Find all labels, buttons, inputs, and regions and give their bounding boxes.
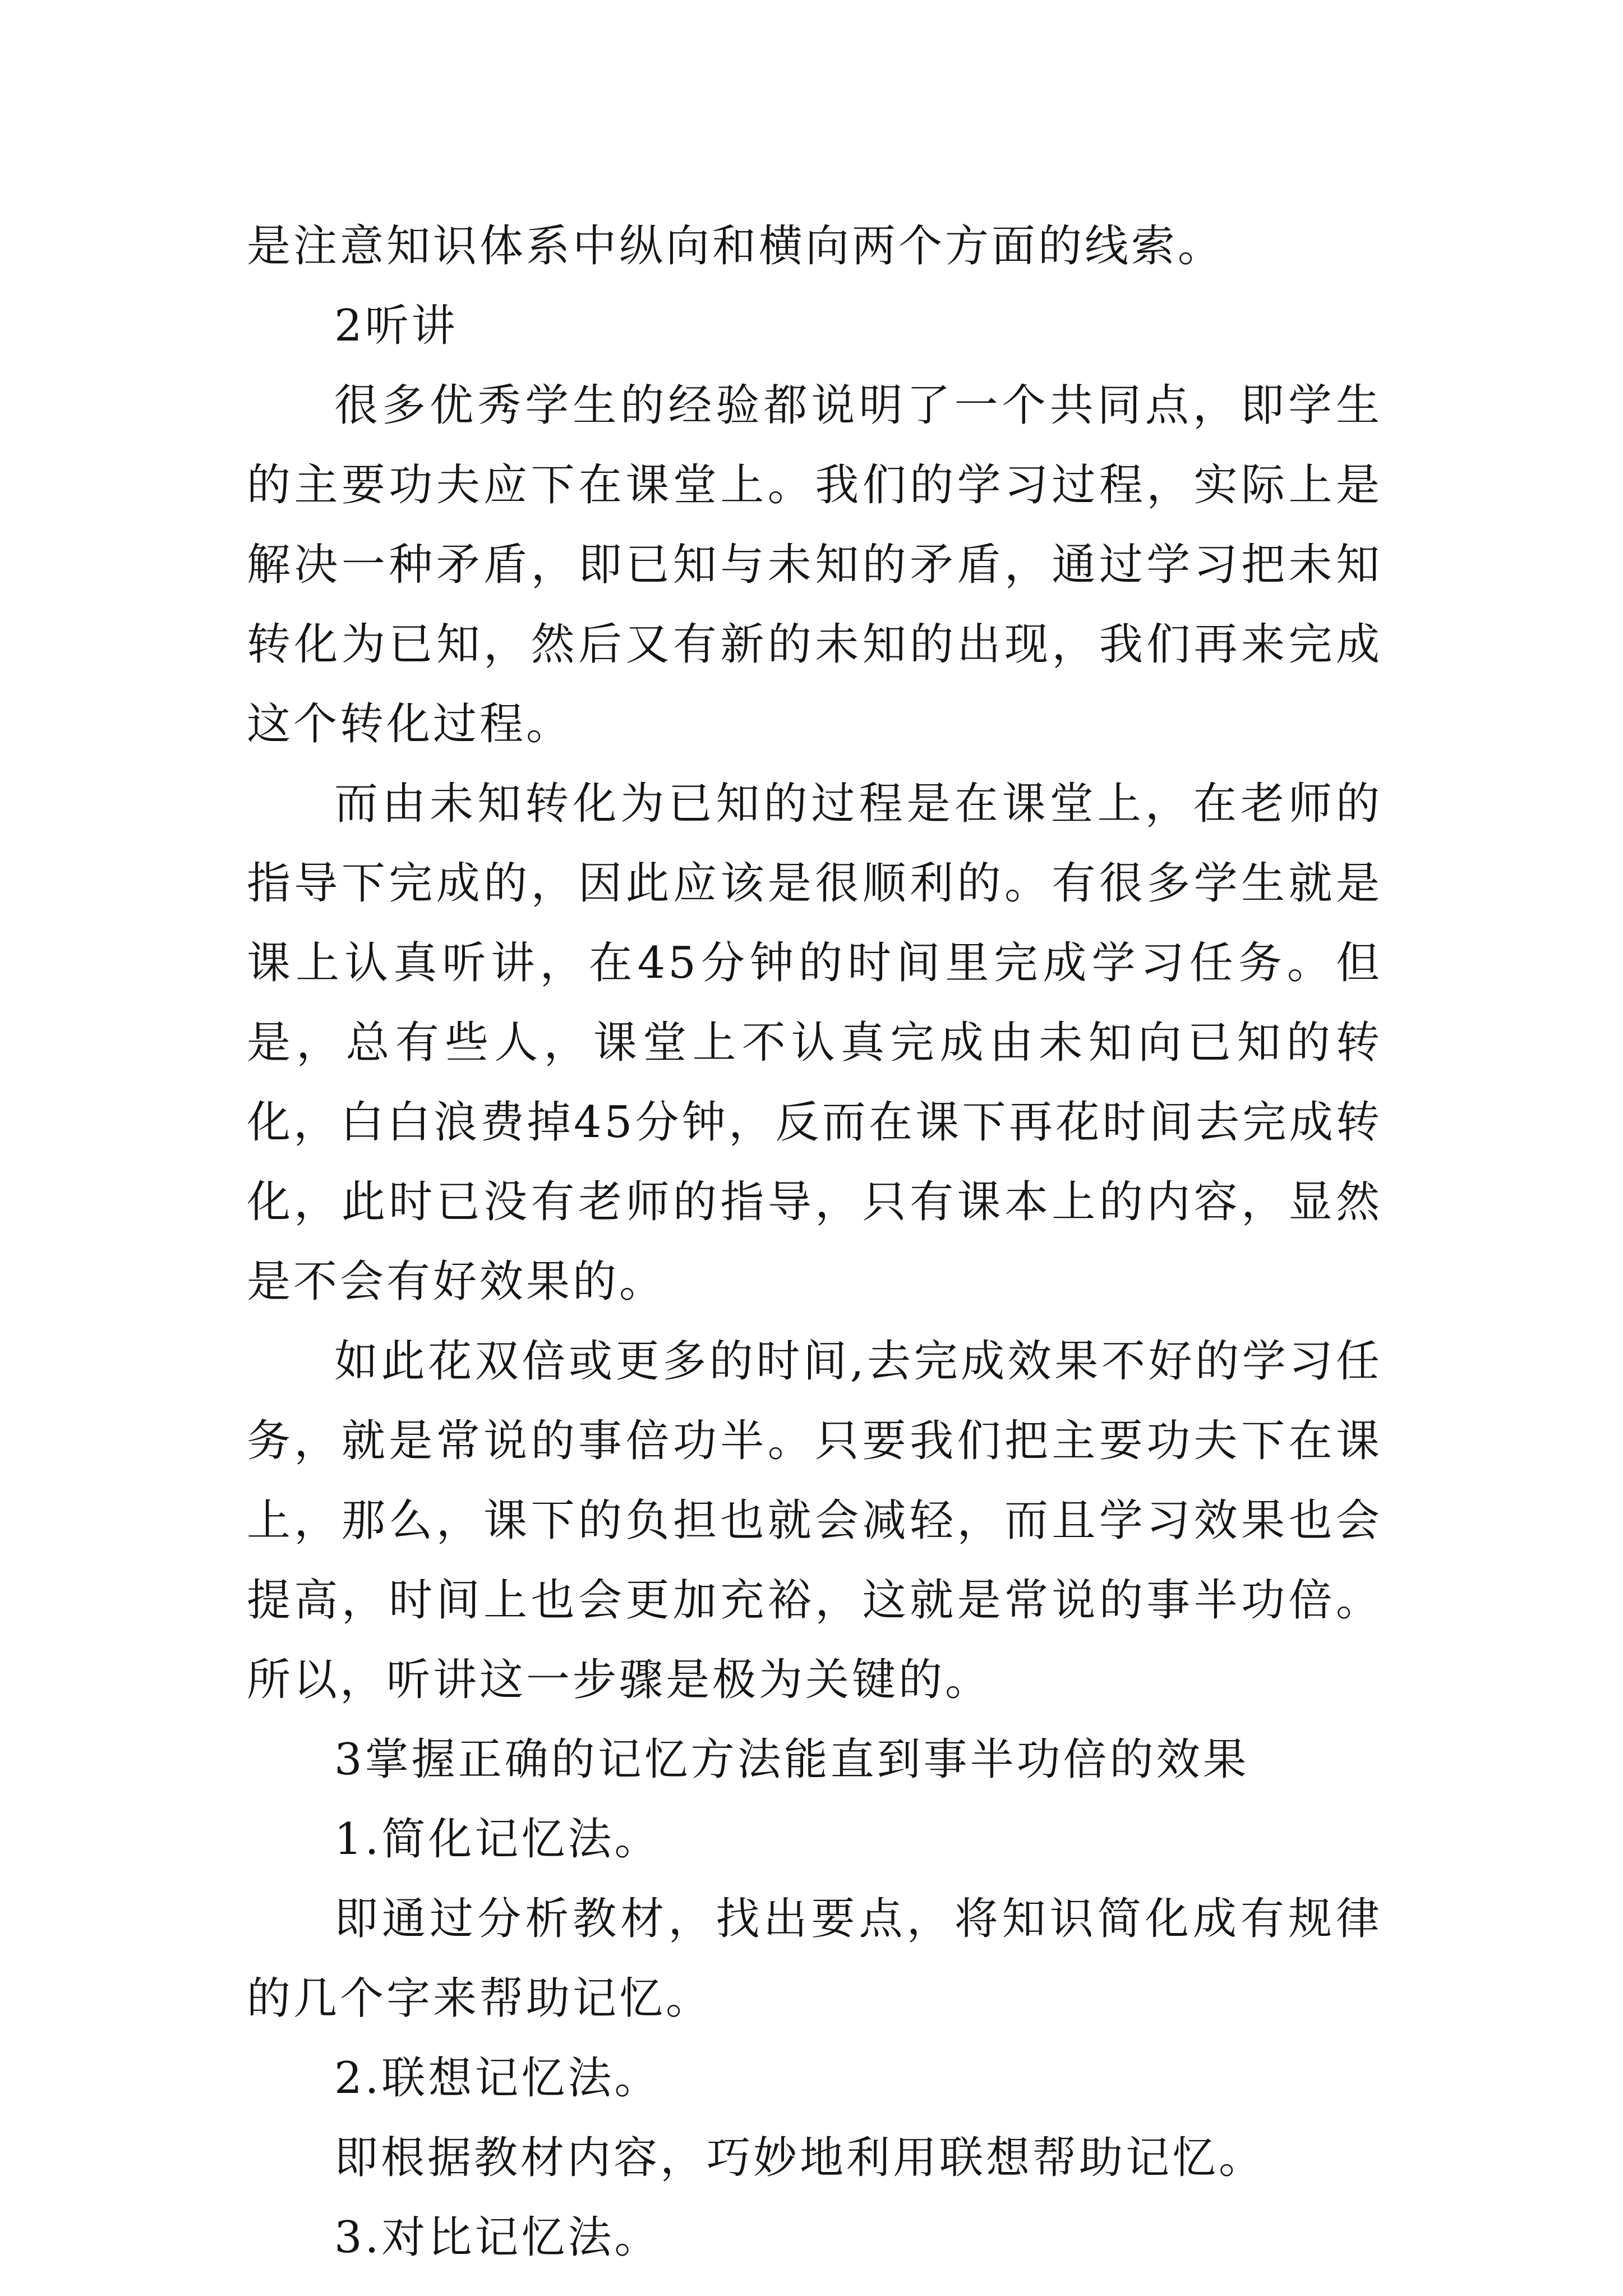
list-item-heading: 2.联想记忆法。 (334, 2053, 661, 2104)
paragraph: 即通过分析教材，找出要点，将知识简化成有规律的几个字来帮助记忆。 (247, 1894, 1382, 2024)
document-body (247, 206, 1382, 2277)
paragraph: 如此花双倍或更多的时间,去完成效果不好的学习任务，就是常说的事倍功半。只要我们把主要功夫下在课上，那么，课下的负担也就会减轻，而且学习效果也会提高，时间上也会更加充裕，这就是常说的事半功倍。所以，听讲这一步骤是极为关键的。 (247, 1336, 1382, 1705)
paragraph-continuation: 是注意知识体系中纵向和横向两个方面的线索。 (247, 221, 1225, 272)
paragraph: 而由未知转化为已知的过程是在课堂上，在老师的指导下完成的，因此应该是很顺利的。有很多学生就是课上认真听讲，在45分钟的时间里完成学习任务。但是，总有些人，课堂上不认真完成由未知向已知的转化，白白浪费掉45分钟，反而在课下再花时间去完成转化，此时已没有老师的指导，只有课本上的内容，显然是不会有好效果的。 (247, 779, 1382, 1307)
section-heading-listening: 2听讲 (334, 301, 458, 351)
list-item-heading: 3.对比记忆法。 (334, 2212, 661, 2263)
section-heading-memory: 3掌握正确的记忆方法能直到事半功倍的效果 (334, 1734, 1249, 1785)
paragraph: 很多优秀学生的经验都说明了一个共同点，即学生的主要功夫应下在课堂上。我们的学习过程，实际上是解决一种矛盾，即已知与未知的矛盾，通过学习把未知转化为已知，然后又有新的未知的出现，我们再来完成这个转化过程。 (247, 380, 1382, 749)
paragraph: 即根据教材内容，巧妙地利用联想帮助记忆。 (334, 2133, 1266, 2183)
list-item-heading: 1.简化记忆法。 (334, 1814, 661, 1865)
